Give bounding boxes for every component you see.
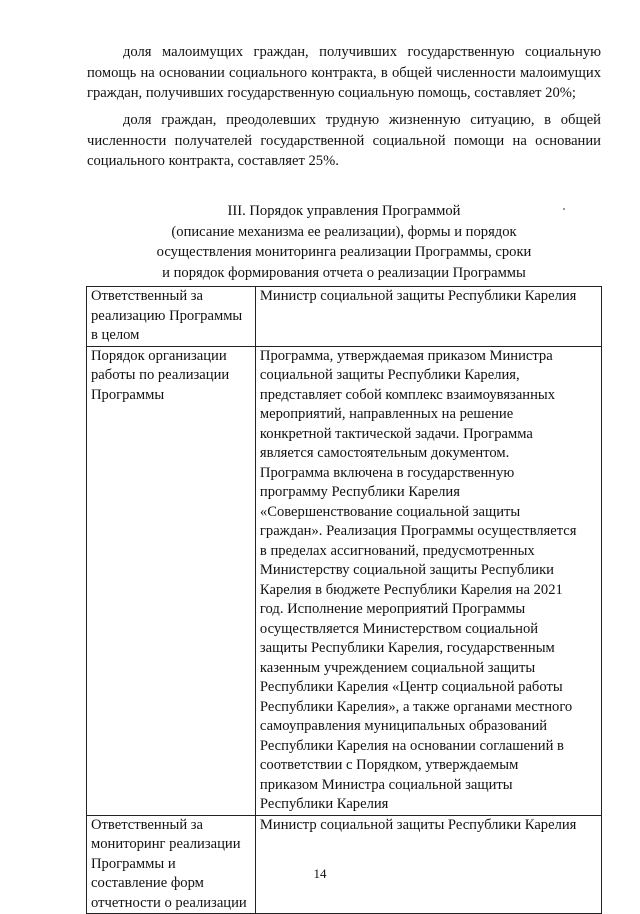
- section-heading: [87, 201, 601, 283]
- value-line: самоуправления муниципальных образований: [259, 718, 548, 734]
- value-cell: [255, 346, 601, 815]
- value-line: Карелия в бюджете Республики Карелия на 2021: [259, 581, 563, 598]
- value-line: Министр социальной защиты Республики Карелия: [259, 288, 577, 304]
- value-line: Министр социальной защиты Республики Карелия: [259, 816, 577, 833]
- value-line: осуществляется Министерством социальной: [259, 620, 539, 637]
- label-line: в целом: [91, 327, 140, 343]
- value-line: программу Республики Карелия: [259, 484, 460, 500]
- value-line: «Совершенствование социальной защиты: [259, 503, 521, 520]
- heading-line: III. Порядок управления Программой: [227, 203, 461, 219]
- label-cell: [87, 346, 256, 815]
- value-line: социальной защиты Республики Карелия,: [259, 367, 520, 383]
- value-cell: [255, 287, 601, 347]
- label-line: реализацию Программы: [91, 307, 243, 324]
- row-responsible-overall: [87, 287, 602, 347]
- value-line: год. Исполнение мероприятий Программы: [259, 601, 526, 617]
- value-cell: [255, 815, 601, 914]
- paragraph-line: составляет 20%;: [474, 85, 576, 101]
- label-line: Ответственный за: [91, 816, 204, 833]
- program-management-table: [86, 286, 602, 914]
- value-line: Республики Карелия на основании соглашений в: [259, 737, 564, 754]
- value-line: мероприятий, направленных на решение: [259, 406, 514, 422]
- row-responsible-monitoring: [87, 815, 602, 914]
- paragraph-line: доля малоимущих граждан, получивших государственную социальную: [123, 44, 601, 60]
- value-line: является самостоятельным документом.: [259, 445, 510, 461]
- paragraph-line: социального контракта, составляет 25%.: [87, 153, 339, 169]
- label-line: отчетности о реализации: [91, 894, 247, 911]
- value-line: в пределах ассигнований, предусмотренных: [259, 542, 535, 559]
- paragraph-low-income-share: [87, 42, 601, 104]
- value-line: Программа включена в государственную: [259, 464, 515, 481]
- label-cell: [87, 815, 256, 914]
- value-line: Министерству социальной защиты Республики: [259, 562, 554, 578]
- label-line: работы по реализации: [91, 367, 230, 383]
- paragraph-hardship-overcome-share: [87, 110, 601, 172]
- heading-line: осуществления мониторинга реализации Программы, сроки: [156, 244, 532, 260]
- value-line: Программа, утверждаемая приказом Министра: [259, 347, 553, 364]
- paragraph-line: помощь на основании социального контракта, в общей численности: [87, 64, 516, 81]
- label-cell: [87, 287, 256, 347]
- value-line: соответствии с Порядком, утверждаемым: [259, 757, 519, 773]
- scan-speck: [563, 208, 565, 210]
- paragraph-line: малоимущих граждан, получивших государственную социальную помощь,: [87, 64, 601, 101]
- value-line: Республики Карелия «Центр социальной работы: [259, 679, 563, 695]
- value-line: граждан». Реализация Программы осуществляется: [259, 523, 577, 539]
- paragraph-line: численности получателей государственной социальной помощи на основании: [87, 132, 601, 149]
- label-line: Программы: [91, 386, 165, 403]
- page-number: 14: [313, 866, 327, 881]
- value-line: Республики Карелия: [259, 796, 389, 812]
- label-line: Ответственный за: [91, 288, 204, 304]
- value-line: представляет собой комплекс взаимоувязанных: [259, 386, 556, 403]
- heading-line: (описание механизма ее реализации), формы и порядок: [171, 223, 517, 240]
- value-line: казенным учреждением социальной защиты: [259, 659, 536, 676]
- paragraph-line: доля граждан, преодолевших трудную жизненную ситуацию, в общей: [123, 112, 601, 128]
- label-line: Программы и: [91, 855, 176, 872]
- heading-line: и порядок формирования отчета о реализации Программы: [162, 264, 526, 281]
- value-line: приказом Министра социальной защиты: [259, 776, 513, 793]
- value-line: Республики Карелия», а также органами местного: [259, 698, 573, 715]
- row-work-organization: [87, 346, 602, 815]
- label-line: составление форм: [91, 875, 204, 891]
- value-line: конкретной тактической задачи. Программа: [259, 425, 533, 442]
- value-line: защиты Республики Карелия, государственным: [259, 640, 555, 656]
- label-line: мониторинг реализации: [91, 836, 241, 852]
- label-line: Порядок организации: [91, 347, 227, 364]
